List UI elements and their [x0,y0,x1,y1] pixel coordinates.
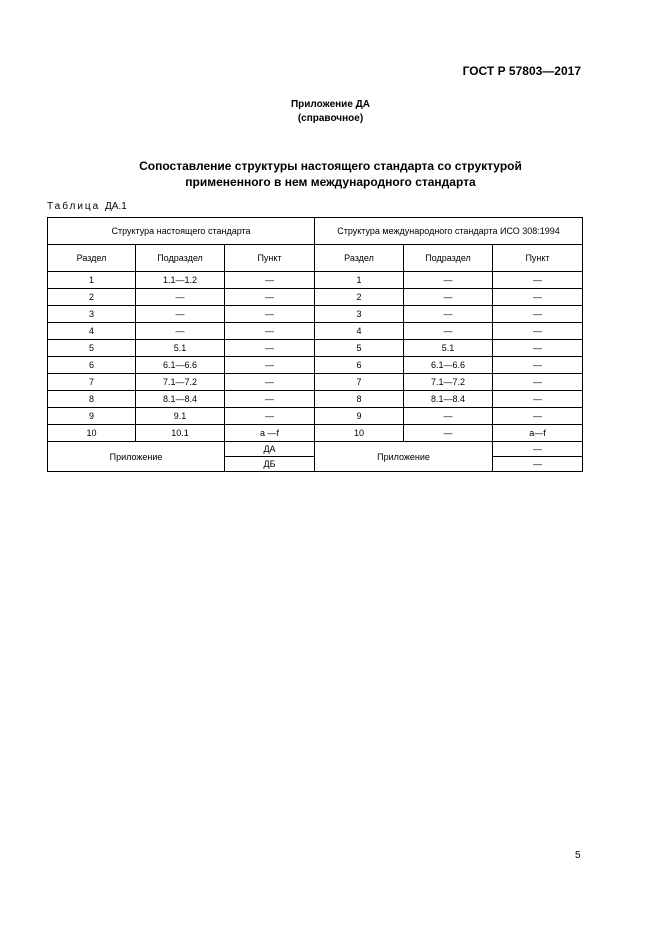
title-line-2: примененного в нем международного стандарта [185,175,476,189]
table-row [48,408,583,425]
table-cell: a —f [225,425,315,442]
table-cell: — [225,272,315,289]
appendix-heading [0,98,661,126]
table-cell: 6.1—6.6 [404,357,493,374]
table-caption-prefix: Таблица [47,201,101,212]
table-cell: 7 [48,374,136,391]
appendix-label-right: Приложение [315,442,493,472]
table-cell: 5.1 [404,340,493,357]
appendix-left-cell: ДА [225,442,315,457]
table-cell: — [493,323,583,340]
table-cell: 4 [48,323,136,340]
table-cell: — [404,306,493,323]
table-cell: 1 [48,272,136,289]
table-cell: 9 [48,408,136,425]
table-cell: 10 [315,425,404,442]
table-cell: 3 [315,306,404,323]
table-cell: — [136,289,225,306]
table-row [48,340,583,357]
table-cell: 2 [48,289,136,306]
table-caption-number: ДА.1 [105,201,127,212]
table-cell: — [404,289,493,306]
table-cell: 10.1 [136,425,225,442]
table-cell: — [225,289,315,306]
table-cell: 6 [315,357,404,374]
table-cell: 1.1—1.2 [136,272,225,289]
group-header-left: Структура настоящего стандарта [48,218,315,245]
group-header-right: Структура международного стандарта ИСО 308:1994 [315,218,583,245]
table-cell: 7.1—7.2 [136,374,225,391]
table-cell: — [493,272,583,289]
table-row [48,391,583,408]
table-cell: — [225,340,315,357]
table-cell: 2 [315,289,404,306]
table-cell: 4 [315,323,404,340]
table-cell: 5 [315,340,404,357]
table-cell: a—f [493,425,583,442]
table-cell: — [225,323,315,340]
column-header: Пункт [225,245,315,272]
column-header: Подраздел [136,245,225,272]
table-cell: — [493,306,583,323]
page-title [0,158,661,190]
table-cell: — [493,374,583,391]
table-column-header-row [48,245,583,272]
table-row [48,374,583,391]
table-cell: — [404,408,493,425]
title-line-1: Сопоставление структуры настоящего стандарта со структурой [139,159,522,173]
appendix-right-cell: — [493,457,583,472]
table-group-header-row [48,218,583,245]
table-cell: — [493,289,583,306]
column-header: Пункт [493,245,583,272]
table-row [48,272,583,289]
table-cell: 1 [315,272,404,289]
appendix-title: Приложение ДА [290,99,371,110]
column-header: Раздел [48,245,136,272]
table-cell: — [493,408,583,425]
table-cell: — [225,374,315,391]
table-cell: — [404,323,493,340]
column-header: Подраздел [404,245,493,272]
table-cell: — [404,425,493,442]
table-cell: — [493,340,583,357]
column-header: Раздел [315,245,404,272]
table-body [48,272,583,442]
comparison-table [47,217,583,472]
table-cell: 8.1—8.4 [136,391,225,408]
table-row [48,425,583,442]
table-row [48,357,583,374]
table-cell: — [493,391,583,408]
table-cell: — [225,391,315,408]
page-number: 5 [575,850,581,861]
table-cell: — [404,272,493,289]
table-cell: — [225,306,315,323]
table-cell: 5 [48,340,136,357]
table-cell: 3 [48,306,136,323]
document-code: ГОСТ Р 57803—2017 [462,64,581,78]
table-cell: 8 [48,391,136,408]
appendix-left-cell: ДБ [225,457,315,472]
table-cell: 7.1—7.2 [404,374,493,391]
table-cell: 6 [48,357,136,374]
table-caption [47,201,127,212]
appendix-subtitle: (справочное) [297,113,364,124]
table-cell: 7 [315,374,404,391]
table-row [48,289,583,306]
table-cell: — [225,408,315,425]
table-row [48,323,583,340]
appendix-right-cell: — [493,442,583,457]
table-cell: 8.1—8.4 [404,391,493,408]
table-cell: 9 [315,408,404,425]
table-cell: — [136,306,225,323]
table-cell: 9.1 [136,408,225,425]
table-cell: 8 [315,391,404,408]
table-cell: — [136,323,225,340]
table-row [48,306,583,323]
table-cell: 5.1 [136,340,225,357]
table-cell: 10 [48,425,136,442]
appendix-label-left: Приложение [48,442,225,472]
appendix-row [48,442,583,457]
table-cell: — [225,357,315,374]
table-cell: — [493,357,583,374]
table-cell: 6.1—6.6 [136,357,225,374]
